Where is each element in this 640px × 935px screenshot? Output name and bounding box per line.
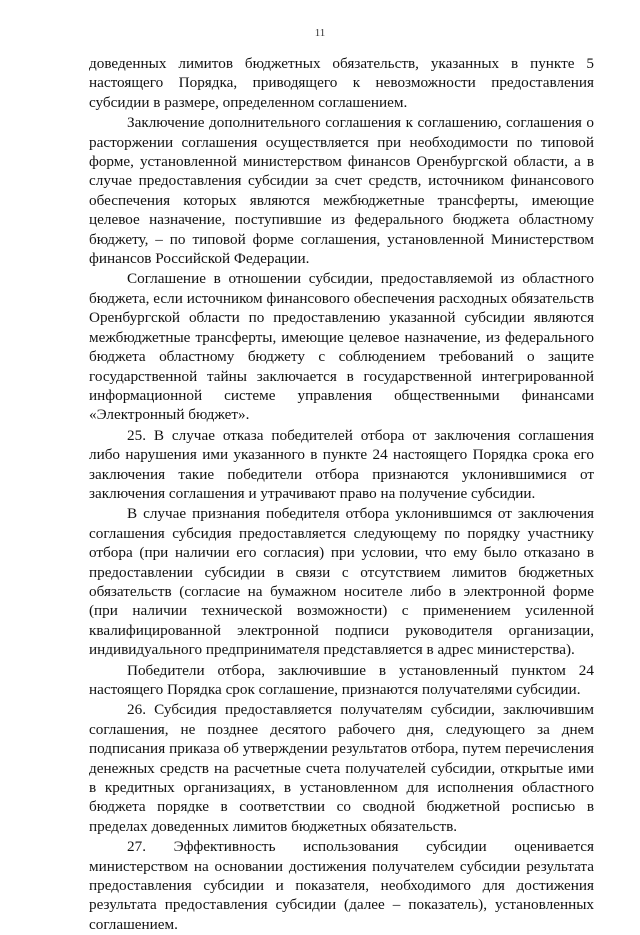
document-body (89, 54, 594, 935)
paragraph-winners-recipients: Победители отбора, заключившие в установленный пунктом 24 настоящего Порядка срок соглашение, признаются получателями субсидии. (89, 661, 594, 698)
paragraph-clause-27: 27. Эффективность использования субсидии оценивается министерством на основании достижения получателем субсидии результата предоставления субсидии и показателя, необходимого для достижения результата предоставления субсидии (далее – показатель), установленных соглашением. (89, 838, 594, 933)
paragraph-next-participant: В случае признания победителя отбора уклонившимся от заключения соглашения субсидия предоставляется следующему по порядку участнику отбора (при наличии его согласия) при условии, что ему было отказано в предоставлении субсидии в связи с отсутствием лимитов бюджетных обязательств (согласие на бумажном носителе либо в электронной форме (при наличии технической возможности) с применением усиленной квалифицированной электронной подписи руководителя организации, индивидуального предпринимателя представляется в адрес министерства). (89, 505, 594, 659)
paragraph-electronic-budget: Соглашение в отношении субсидии, предоставляемой из областного бюджета, если источником финансового обеспечения расходных обязательств Оренбургской области по предоставлению указанной субсидии являются межбюджетные трансферты, имеющие целевое назначение, из федерального бюджета областному бюджету с соблюдением требований о защите государственной тайны заключается в государственной интегрированной информационной системе управления общественными финансами «Электронный бюджет». (89, 270, 594, 424)
page-number: 11 (314, 27, 326, 39)
paragraph-continuation: доведенных лимитов бюджетных обязательств, указанных в пункте 5 настоящего Порядка, приводящего к невозможности предоставления субсидии в размере, определенном соглашением. (89, 55, 594, 111)
paragraph-clause-25: 25. В случае отказа победителей отбора от заключения соглашения либо нарушения ими указанного в пункте 24 настоящего Порядка срока его заключения такие победители отбора признаются уклонившимися от заключения соглашения и утрачивают право на получение субсидии. (89, 426, 594, 502)
paragraph-clause-26: 26. Субсидия предоставляется получателям субсидии, заключившим соглашения, не позднее десятого рабочего дня, следующего за днем подписания приказа об утверждении результатов отбора, путем перечисления денежных средств на расчетные счета получателей субсидии, открытые ими в кредитных организациях, в установленном для исполнения областного бюджета порядке в соответствии со сводной бюджетной росписью в пределах доведенных лимитов бюджетных обязательств. (89, 701, 594, 835)
paragraph-additional-agreement: Заключение дополнительного соглашения к соглашению, соглашения о расторжении соглашения осуществляется при необходимости по типовой форме, установленной министерством финансов Оренбургской области, а в случае предоставления субсидии за счет средств, источником финансового обеспечения которых являются межбюджетные трансферты, имеющие целевое назначение, поступившие из федерального бюджета областному бюджету, – по типовой форме соглашения, установленной Министерством финансов Российской Федерации. (89, 114, 594, 268)
